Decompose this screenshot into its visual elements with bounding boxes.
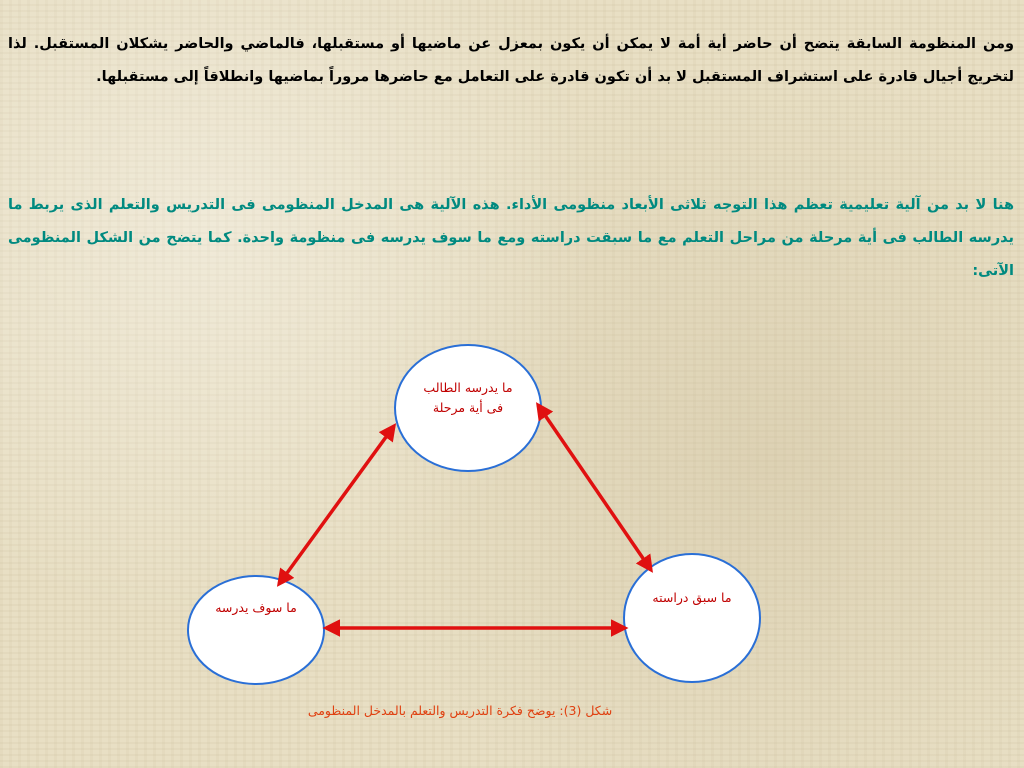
- paragraph-mechanism: هنا لا بد من آلية تعليمية تعظم هذا التوجه ثلاثى الأبعاد منظومى الأداء. هذه الآلية هى المدخل المنظومى فى التدريس والتعلم الذى يربط ما يدرسه الطالب فى أية مرحلة من مراحل التعلم مع ما سبقت دراسته ومع ما سوف يدرسه فى منظومة واحدة. كما يتضح من الشكل المنظومى الآتى:: [8, 197, 1014, 279]
- node-right-ellipse: [624, 554, 760, 682]
- node-right-label: [632, 588, 752, 608]
- node-top-label-line1: ما يدرسه الطالب: [423, 380, 513, 395]
- node-left-ellipse: [188, 576, 324, 684]
- paragraph-intro: ومن المنظومة السابقة يتضح أن حاضر أية أمة لا يمكن أن يكون بمعزل عن ماضيها أو مستقبلها، فالماضي والحاضر يشكلان المستقبل. لذا لتخريج أجيال قادرة على استشراف المستقبل لا بد أن تكون قادرة على التعامل مع حاضرها مروراً بماضيها وانطلاقاً إلى مستقبلها.: [8, 36, 1014, 85]
- figure-caption: شكل (3): يوضح فكرة التدريس والتعلم بالمدخل المنظومى: [307, 703, 613, 718]
- arrow-top-left: [279, 426, 394, 584]
- node-left-label: [196, 598, 316, 618]
- node-right-label-line1: ما سبق دراسته: [652, 590, 732, 605]
- node-top-label-line2: فى أية مرحلة: [432, 400, 504, 415]
- arrow-top-right: [538, 405, 651, 570]
- node-left-label-line1: ما سوف يدرسه: [215, 600, 297, 615]
- node-top-label: [398, 378, 538, 418]
